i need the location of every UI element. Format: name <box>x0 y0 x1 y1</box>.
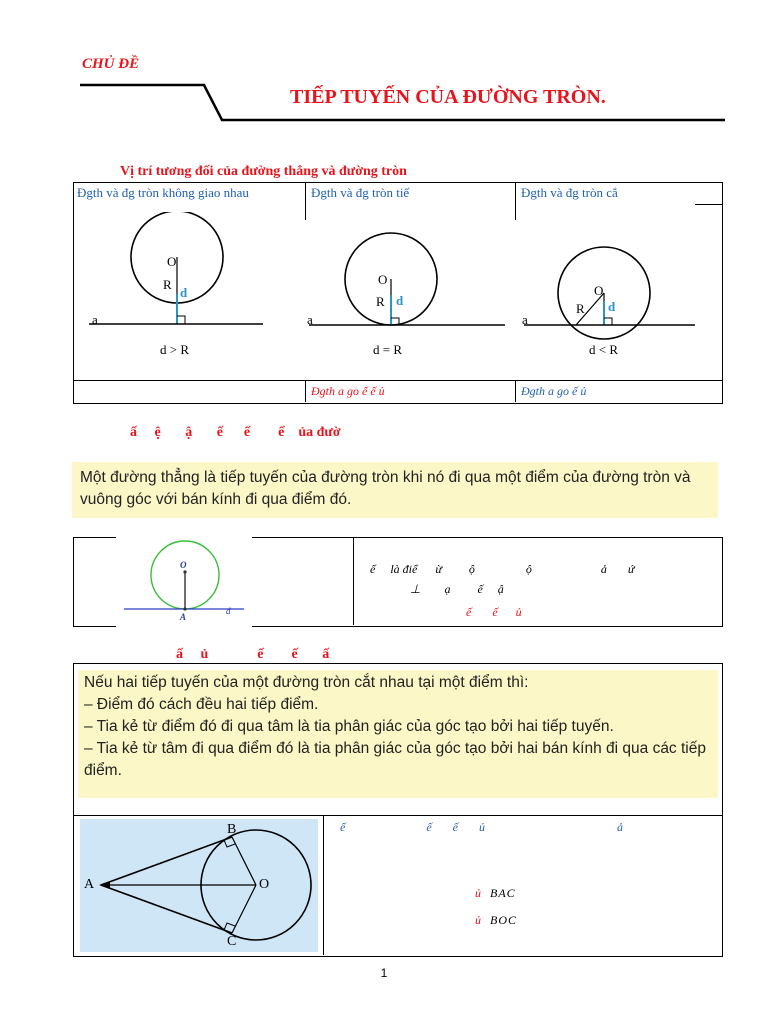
bisector-note-1 <box>475 886 516 901</box>
page-title: TIẾP TUYẾN CỦA ĐƯỜNG TRÒN. <box>290 86 606 108</box>
table-divider <box>353 537 354 625</box>
point-label: A <box>180 612 187 622</box>
column-caption-2: Đgth và đg tròn tiế <box>311 185 410 200</box>
point-o-label: O <box>259 877 270 892</box>
distance-label: d <box>180 285 188 300</box>
relation-label: d = R <box>373 342 403 357</box>
bisector-prefix: ủ <box>475 913 481 927</box>
center-label: O <box>180 560 187 570</box>
point-a-label: A <box>84 877 95 892</box>
center-label: O <box>167 254 177 269</box>
relation-label: d < R <box>589 342 619 357</box>
table-divider <box>515 182 516 220</box>
column-note-2: Đgth a go ế ế ủ <box>311 384 385 398</box>
section3-heading: ấ ủ ế ế ấ <box>176 647 330 662</box>
bisector-prefix: ủ <box>475 886 481 900</box>
section2-heading: ấ ệ ậ ế ế ế ủa đườ <box>130 425 341 440</box>
distance-label: d <box>608 299 616 314</box>
section1-title: Vị trí tương đối của đường thẳng và đường tròn <box>120 164 407 179</box>
center-label: O <box>594 283 604 298</box>
table-row-divider <box>73 815 722 816</box>
line-label: d <box>226 606 231 616</box>
figure-two-tangents <box>80 819 318 952</box>
theorem-line: Nếu hai tiếp tuyến của một đường tròn cắt nhau tại một điểm thì: <box>84 674 529 691</box>
point-c-label: C <box>227 934 237 949</box>
table-divider <box>305 380 306 402</box>
angle-boc: BOC <box>490 913 517 927</box>
line-label: a <box>307 312 313 327</box>
section2-note-1: ế là điể ừ ộ ộ ả ứ <box>370 562 635 576</box>
section3-note: ế ế ế ủ ả <box>340 820 623 834</box>
table-divider <box>323 815 324 955</box>
table-divider <box>515 380 516 402</box>
line-label: a <box>522 312 528 327</box>
theorem-line: – Điểm đó cách đều hai tiếp điểm. <box>84 696 319 713</box>
page-number: 1 <box>380 966 388 980</box>
tangent-definition: Một đường thẳng là tiếp tuyến của đường tròn khi nó đi qua một điểm của đường tròn và vuông góc với bán kính đi qua điểm đó. <box>72 462 718 518</box>
section2-note-2: ⊥ ạ ế ậ <box>410 582 504 596</box>
theorem-line: – Tia kẻ từ tâm đi qua điểm đó là tia phân giác của góc tạo bởi hai bán kính đi qua các tiếp điểm. <box>84 740 706 779</box>
table-divider <box>305 182 306 220</box>
distance-label: d <box>396 293 404 308</box>
column-caption-1: Đgth và đg tròn không giao nhau <box>77 185 249 200</box>
column-caption-3: Đgth và đg tròn cắ <box>521 185 618 200</box>
figure-tangent <box>305 225 510 365</box>
point-b-label: B <box>227 822 237 837</box>
section2-note-3: ế ế ủ <box>466 605 522 619</box>
radius-label: R <box>576 301 585 316</box>
angle-bac: BAC <box>490 886 516 900</box>
table-header-tick <box>695 204 722 205</box>
radius-label: R <box>376 294 385 309</box>
two-tangents-theorem <box>78 670 718 798</box>
relation-label: d > R <box>160 342 190 357</box>
column-note-3: Đgth a go ế ủ <box>521 384 587 398</box>
line-label: a <box>92 312 98 327</box>
bisector-note-2 <box>475 913 517 928</box>
center-label: O <box>378 272 388 287</box>
topic-label: CHỦ ĐỀ <box>82 56 140 72</box>
radius-label: R <box>163 277 172 292</box>
theorem-line: – Tia kẻ từ điểm đó đi qua tâm là tia phân giác của góc tạo bởi hai tiếp tuyến. <box>84 718 614 735</box>
table-row-divider <box>73 380 722 381</box>
